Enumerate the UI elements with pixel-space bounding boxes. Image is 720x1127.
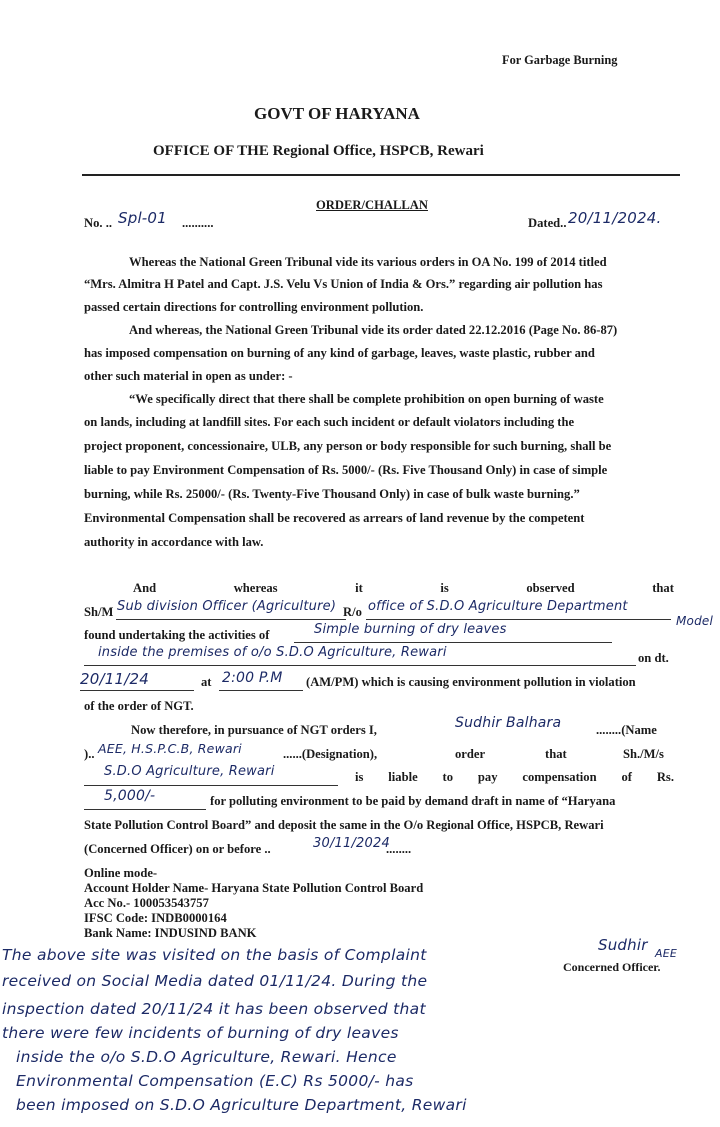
bank-mode: Online mode- <box>84 866 158 880</box>
bank-ifsc: IFSC Code: INDB0000164 <box>84 911 227 925</box>
note-line-7: been imposed on S.D.O Agriculture Department, Rewari <box>16 1096 467 1114</box>
para3-line3: project proponent, concessionaire, ULB, any person or body responsible for such burning, shall be <box>84 439 612 453</box>
order-number-label: No. .. <box>84 216 112 230</box>
order-date-label: Dated.. <box>528 216 567 230</box>
office-title: OFFICE OF THE Regional Office, HSPCB, Rewari <box>153 143 484 159</box>
designation-prefix: ).. <box>84 747 95 761</box>
ampm-text: (AM/PM) which is causing environment pollution in violation <box>306 675 636 689</box>
para2-line3: other such material in open as under: - <box>84 369 293 383</box>
officer-name: Sudhir Balhara <box>455 715 562 731</box>
ngt-text: of the order of NGT. <box>84 699 194 713</box>
incident-time-underline <box>219 690 303 691</box>
sh-value: Sub division Officer (Agriculture) <box>117 599 337 614</box>
observed-word: it <box>355 581 363 595</box>
order-number-dots: .......... <box>182 216 214 230</box>
liable-line <box>355 769 674 785</box>
header-rule <box>82 174 680 176</box>
para3-line5: burning, while Rs. 25000/- (Rs. Twenty-Five Thousand Only) in case of bulk waste burning.” <box>84 487 580 501</box>
sh-underline <box>116 619 346 620</box>
before-label: (Concerned Officer) on or before .. <box>84 842 271 856</box>
para1-line3: passed certain directions for controlling environment pollution. <box>84 300 424 314</box>
note-line-6: Environmental Compensation (E.C) Rs 5000/- has <box>16 1072 414 1090</box>
incident-date-underline <box>80 690 194 691</box>
order-heading: ORDER/CHALLAN <box>316 198 428 212</box>
liable-party: S.D.O Agriculture, Rewari <box>104 764 275 779</box>
order-date-value: 20/11/2024. <box>568 209 662 227</box>
location-value: inside the premises of o/o S.D.O Agriculture, Rewari <box>98 645 447 660</box>
observed-word: observed <box>526 581 575 595</box>
bank-holder: Account Holder Name- Haryana State Pollution Control Board <box>84 881 424 895</box>
liable-party-underline <box>84 785 338 786</box>
liable-word: Rs. <box>656 770 674 784</box>
note-line-4: there were few incidents of burning of dry leaves <box>2 1024 399 1042</box>
observed-word: is <box>440 581 449 595</box>
liable-word: to <box>442 770 454 784</box>
observed-line <box>133 580 674 596</box>
activities-underline <box>294 642 612 643</box>
activities-label: found undertaking the activities of <box>84 628 270 642</box>
liable-word: is <box>355 770 364 784</box>
para1-line2: “Mrs. Almitra H Patel and Capt. J.S. Velu Vs Union of India & Ors.” regarding air pollution has <box>84 277 603 291</box>
at-label: at <box>201 675 212 689</box>
incident-time: 2:00 P.M <box>222 670 283 686</box>
bank-account: Acc No.- 100053543757 <box>84 896 209 910</box>
compensation-amount: 5,000/- <box>104 788 156 804</box>
amount-text: for polluting environment to be paid by demand draft in name of “Haryana <box>210 794 616 808</box>
designation-label: ......(Designation), <box>283 747 378 761</box>
before-date: 30/11/2024 <box>313 836 390 851</box>
officer-signature-suffix: AEE <box>655 947 678 960</box>
order-word: order <box>455 747 486 761</box>
ro-value: office of S.D.O Agriculture Department <box>368 599 628 614</box>
observed-word: And <box>133 581 157 595</box>
para3-line2: on lands, including at landfill sites. For each such incident or default violators including the <box>84 415 575 429</box>
location-underline <box>84 665 636 666</box>
deposit-text: State Pollution Control Board” and deposit the same in the O/o Regional Office, HSPCB, Rewari <box>84 818 604 832</box>
ro-value-continued: Model <box>676 614 714 628</box>
observed-word: whereas <box>233 581 278 595</box>
liable-word: compensation <box>522 770 597 784</box>
that-word: that <box>545 747 567 761</box>
name-suffix: ........(Name <box>596 723 657 737</box>
liable-word: of <box>621 770 632 784</box>
note-line-3: inspection dated 20/11/24 it has been observed that <box>2 1000 426 1018</box>
amount-underline <box>84 809 206 810</box>
note-line-1: The above site was visited on the basis of Complaint <box>2 946 427 964</box>
observed-word: that <box>652 581 674 595</box>
ro-underline <box>366 619 671 620</box>
para1-line1: Whereas the National Green Tribunal vide its various orders in OA No. 199 of 2014 titled <box>129 255 607 269</box>
order-number-value: Spl-01 <box>118 209 167 227</box>
liable-word: liable <box>388 770 418 784</box>
now-therefore-text: Now therefore, in pursuance of NGT orders I, <box>131 723 377 737</box>
liable-word: pay <box>477 770 498 784</box>
sh-label: Sh/M <box>84 605 114 619</box>
para3-line4: liable to pay Environment Compensation of Rs. 5000/- (Rs. Five Thousand Only) in case of simple <box>84 463 608 477</box>
para3-line6: Environmental Compensation shall be recovered as arrears of land revenue by the competent <box>84 511 585 525</box>
para3-line7: authority in accordance with law. <box>84 535 264 549</box>
activities-value: Simple burning of dry leaves <box>314 622 507 637</box>
note-line-5: inside the o/o S.D.O Agriculture, Rewari. Hence <box>16 1048 397 1066</box>
before-dots: ........ <box>386 842 412 856</box>
para2-line1: And whereas, the National Green Tribunal vide its order dated 22.12.2016 (Page No. 86-87) <box>129 323 618 337</box>
document-tag: For Garbage Burning <box>502 53 618 67</box>
on-date-label: on dt. <box>638 651 669 665</box>
officer-signature: Sudhir <box>598 936 648 954</box>
note-line-2: received on Social Media dated 01/11/24. During the <box>2 972 428 990</box>
bank-name: Bank Name: INDUSIND BANK <box>84 926 257 940</box>
concerned-officer-label: Concerned Officer. <box>563 960 661 974</box>
incident-date: 20/11/24 <box>80 670 149 688</box>
shms-word: Sh./M/s <box>623 747 664 761</box>
govt-title: GOVT OF HARYANA <box>254 104 420 123</box>
designation-value: AEE, H.S.P.C.B, Rewari <box>98 741 242 756</box>
ro-label: R/o <box>343 605 362 619</box>
para3-line1: “We specifically direct that there shall be complete prohibition on open burning of waste <box>129 392 604 406</box>
para2-line2: has imposed compensation on burning of any kind of garbage, leaves, waste plastic, rubber and <box>84 346 595 360</box>
